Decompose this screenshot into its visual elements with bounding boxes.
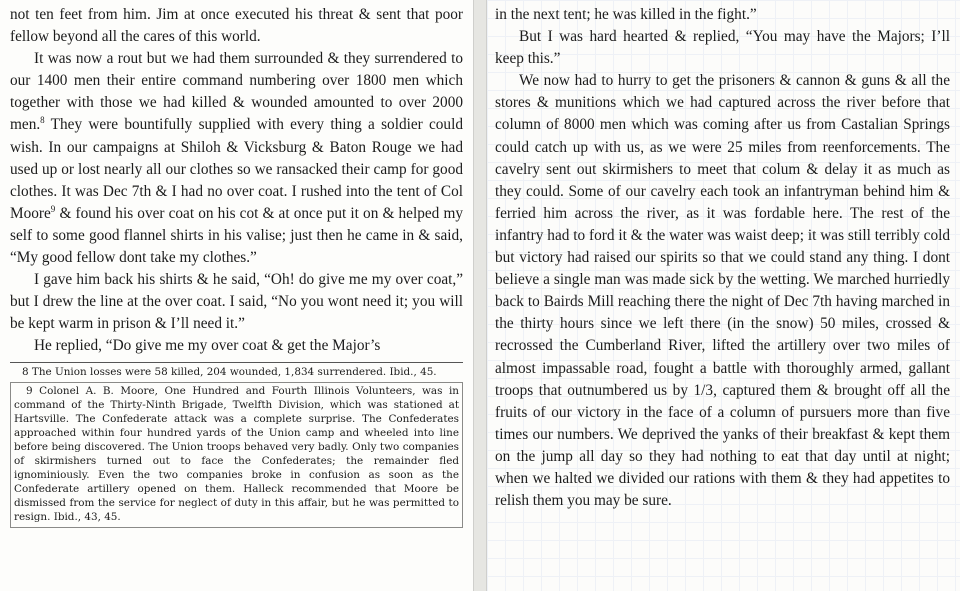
right-page <box>486 0 960 591</box>
left-paragraph-3: I gave him back his shirts & he said, “Oh! do give me my over coat,” but I drew the line at the over coat. I said, “No you wont need it; you will be kept warm in prison & I’ll need it.” <box>10 271 463 333</box>
footnote-ref-8: 8 <box>40 115 45 126</box>
left-paragraph-2 <box>10 48 463 269</box>
page-gutter <box>474 0 486 591</box>
footnote-9-box <box>10 382 463 528</box>
left-paragraph-1: not ten feet from him. Jim at once executed his threat & sent that poor fellow beyond all the cares of this world. <box>10 6 463 46</box>
right-paragraph-2: But I was hard hearted & replied, “You may have the Majors; I’ll keep this.” <box>495 28 950 68</box>
left-paragraph-4: He replied, “Do give me my over coat & get the Major’s <box>34 337 381 355</box>
left-paragraph-2b-text: They were bountifully supplied with every thing a soldier could wish. In our campaigns at Shiloh & Vicksburg & Baton Rouge we had used up or lost nearly all our clothes so we ransacked their camp for good clothes. It was Dec 7th & I had no over coat. I rushed into the tent of Col Moore <box>10 116 463 222</box>
left-paragraph-2c-text: & found his over coat on his cot & at once put it on & helped my self to some good flannel shirts in his valise; just then he came in & said, “My good fellow dont take my clothes.” <box>10 204 463 267</box>
right-paragraph-1: in the next tent; he was killed in the fight.” <box>495 6 757 23</box>
footnote-divider <box>10 362 463 363</box>
footnote-8: 8 The Union losses were 58 killed, 204 wounded, 1,834 surrendered. Ibid., 45. <box>22 365 437 378</box>
right-paragraph-3: We now had to hurry to get the prisoners & cannon & guns & all the stores & munitions which we had captured across the river before that column of 8000 men which was coming after us from Castalian Springs could catch up with us, as we were 25 miles from reenforcements. The cavelry sent out skirmishers to meet that colum & delay it as much as they could. Some of our cavelry each took an infantryman behind him & ferried him across the river, as it was fordable here. The rest of the infantry had to ford it & the water was waist deep; it was still terribly cold but victory had raised our spirits so that we could stand any thing. I dont believe a single man was made sick by the wetting. We marched hurriedly back to Bairds Mill reaching there the night of Dec 7th having marched in the thirty hours since we left there (in the snow) 50 miles, crossed & recrossed the Cumberland River, lifted the artillery over two miles of almost impassable road, fought a battle with thoroughly armed, gallant troops that outnumbered us by 1/3, captured them & brought off all the fruits of our victory in the face of a column of pursuers more than five times our numbers. We deprived the yanks of their breakfast & kept them on the jump all day so they had nothing to eat that day until at night; when we halted we divided our rations with them & they had appetites to relish them you may be sure. <box>495 72 950 510</box>
left-page <box>0 0 474 591</box>
footnote-9: 9 Colonel A. B. Moore, One Hundred and Fourth Illinois Volunteers, was in command of the Thirty-Ninth Brigade, Twelfth Division, which was stationed at Hartsville. The Confederate attack was a complete surprise. The Confederates approached within four hundred yards of the Union camp and wheeled into line before being discovered. The Union troops behaved very badly. Only two companies of skirmishers turned out to face the Confederates; the remainder fled ignominiously. Even the two companies broke in confusion as soon as the Confederate artillery opened on them. Halleck recommended that Moore be dismissed from the service for neglect of duty in this affair, but he was permitted to resign. Ibid., 43, 45. <box>14 384 459 524</box>
left-paragraph-2-text: It was now a rout but we had them surrounded & they surrendered to our 1400 men their entire command numbering over 1800 men which together with those we had killed & wounded amounted to over 2000 men. <box>10 50 463 134</box>
footnote-ref-9: 9 <box>50 203 56 214</box>
